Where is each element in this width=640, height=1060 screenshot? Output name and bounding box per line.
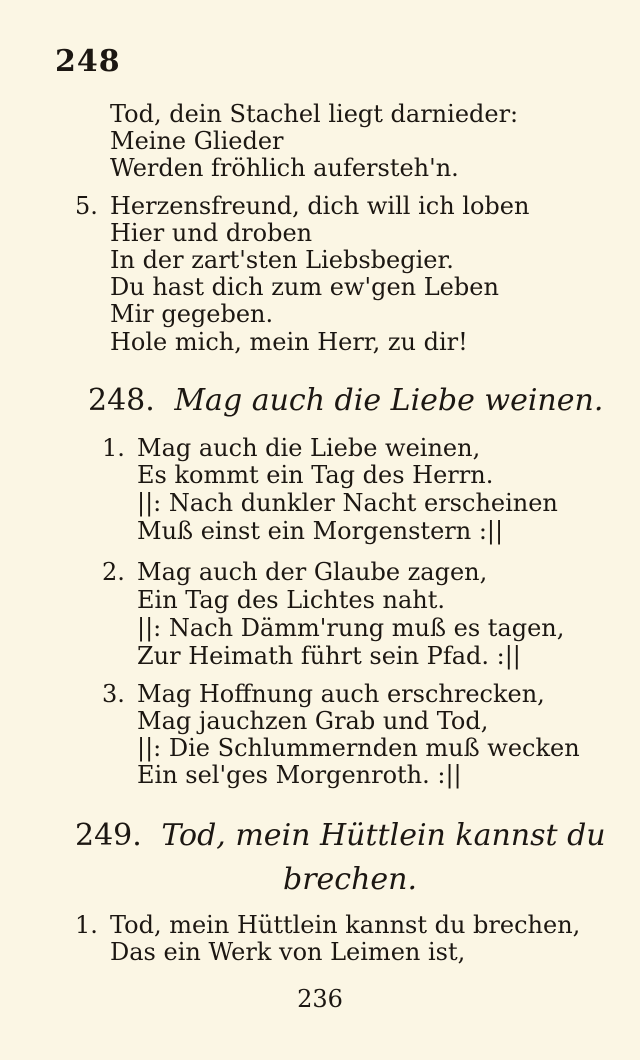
hymn-title: Mag auch die Liebe weinen. <box>174 383 604 418</box>
verse-line: ||: Nach dunkler Nacht erscheinen <box>137 489 558 517</box>
hymn-title-continuation <box>283 862 417 898</box>
verse-line: ||: Die Schlummernden muß wecken <box>137 734 580 762</box>
verse-line: Ein sel'ges Morgenroth. :|| <box>137 761 462 789</box>
verse-line: Mir gegeben. <box>110 300 274 328</box>
verse-line: Meine Glieder <box>110 127 284 155</box>
stanza-number: 1. <box>75 911 98 939</box>
verse-line: Hole mich, mein Herr, zu dir! <box>110 328 468 356</box>
running-head-number: 248 <box>55 44 121 79</box>
verse-line: Mag Hoffnung auch erschrecken, <box>137 680 545 708</box>
verse-line: Es kommt ein Tag des Herrn. <box>137 461 494 489</box>
verse-line: In der zart'sten Liebsbegier. <box>110 246 454 274</box>
hymn-248-heading <box>88 383 603 419</box>
verse-line: Zur Heimath führt sein Pfad. :|| <box>137 642 521 670</box>
verse-line: Das ein Werk von Leimen ist, <box>110 938 466 966</box>
verse-line: ||: Nach Dämm'rung muß es tagen, <box>137 614 565 642</box>
verse-line: Werden fröhlich aufersteh'n. <box>110 154 459 182</box>
hymn-number: 249. <box>75 818 142 853</box>
hymn-number: 248. <box>88 383 155 418</box>
verse-line: Mag jauchzen Grab und Tod, <box>137 707 489 735</box>
stanza-number: 2. <box>102 558 125 586</box>
verse-line: Hier und droben <box>110 219 313 247</box>
stanza-number: 1. <box>102 434 125 462</box>
page-number: 236 <box>297 985 343 1013</box>
hymn-title-line2: brechen. <box>283 862 418 897</box>
stanza-number: 3. <box>102 680 125 708</box>
hymn-title: Tod, mein Hüttlein kannst du <box>161 818 606 853</box>
stanza-number: 5. <box>75 192 98 220</box>
verse-line: Herzensfreund, dich will ich loben <box>110 192 530 220</box>
verse-line: Tod, mein Hüttlein kannst du brechen, <box>110 911 581 939</box>
verse-line: Mag auch der Glaube zagen, <box>137 558 488 586</box>
verse-line: Mag auch die Liebe weinen, <box>137 434 481 462</box>
hymn-249-heading <box>75 818 606 854</box>
verse-line: Du hast dich zum ew'gen Leben <box>110 273 499 301</box>
verse-line: Ein Tag des Lichtes naht. <box>137 586 446 614</box>
verse-line: Tod, dein Stachel liegt darnieder: <box>110 100 519 128</box>
verse-line: Muß einst ein Morgenstern :|| <box>137 517 504 545</box>
